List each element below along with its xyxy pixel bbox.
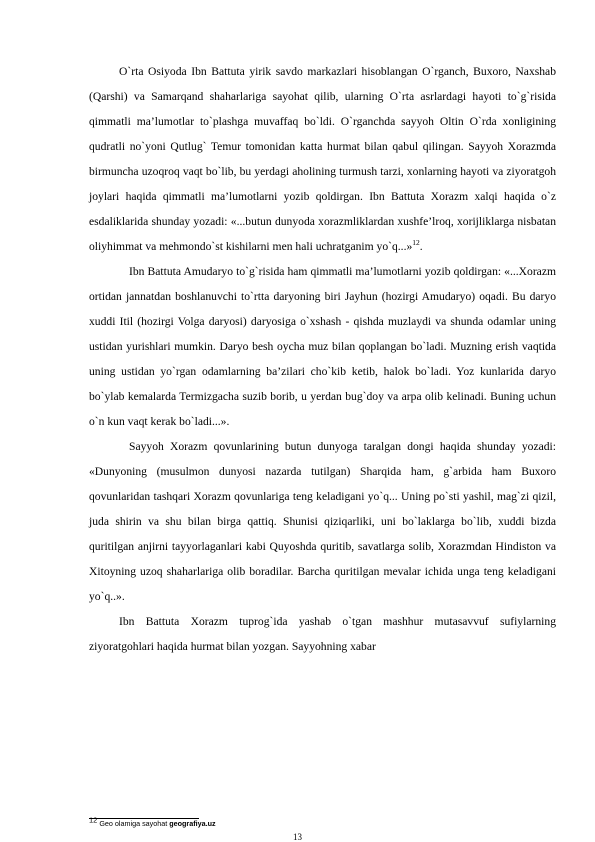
paragraph-3: Sayyoh Xorazm qovunlarining butun dunyoga taralgan dongi haqida shunday yozadi: «Dunyoning (musulmon dunyosi nazarda tutilgan) Sharqida ham, g`arbida ham Buxoro qovunlaridan tashqari Xorazm qovunlariga teng keladigani yo`q... Uning po`sti yashil, mag`zi qizil, juda shirin va shu bilan birga qattiq. Shunisi qiziqarliki, uni bo`laklarga bo`lib, xuddi bizda quritilgan anjirni tayyorlaganlari kabi Quyoshda quritib, savatlarga solib, Xorazmdan Hindiston va Xitoyning uzoq shaharlariga olib boradilar. Barcha quritilgan mevalar ichida unga teng keladigani yo`q..». xyxy=(89,440,556,603)
body-text xyxy=(89,59,556,659)
paragraph-2: Ibn Battuta Amudaryo to`g`risida ham qimmatli ma’lumotlarni yozib qoldirgan: «...Xorazm ortidan jannatdan boshlanuvchi to`rtta daryoning biri Jayhun (hozirgi Amudaryo) oqadi. Bu daryo xuddi Itil (hozirgi Volga daryosi) daryosiga o`xshash - qishda muzlaydi va shunda odamlar uning ustidan yurishlari mumkin. Daryo besh oycha muz bilan qoplangan bo`ladi. Muzning erish vaqtida uning ustidan yo`rgan odamlarning ba’zilari cho`kib ketib, halok bo`ladi. Yoz kunlarida daryo bo`ylab kemalarda Termizgacha suzib borib, u yerdan bug`doy va arpa olib kelinadi. Buning uchun o`n kun vaqt kerak bo`ladi...». xyxy=(89,265,556,428)
paragraph-1 xyxy=(89,59,556,259)
page-number: 13 xyxy=(293,832,302,842)
paragraph-4: Ibn Battuta Xorazm tuprog`ida yashab o`tgan mashhur mutasavvuf sufiylarning ziyoratgohlari haqida hurmat bilan yozgan. Sayyohning xabar xyxy=(89,615,556,653)
footnote-number: 12 xyxy=(89,815,98,825)
paragraph-1-text: O`rta Osiyoda Ibn Battuta yirik savdo markazlari hisoblangan O`rganch, Buxoro, Naxshab (Qarshi) va Samarqand shaharlariga sayohat qilib, ularning O`rta asrlardagi hayoti to`g`risida qimmatli ma’lumotlar to`plashga muvaffaq bo`ldi. O`rganchda sayyoh Oltin O`rda xonligining qudratli no`yoni Qutlug` Temur tomonidan katta hurmat bilan qabul qilingan. Sayyoh Xorazmda birmuncha uzoqroq vaqt bo`lib, bu yerdagi aholining turmush tarzi, xonlarning hayoti va ziyoratgoh joylari haqida qimmatli ma’lumotlarni yozib qoldirgan. Ibn Battuta Xorazm xalqi haqida o`z esdaliklarida shunday yozadi: «...butun dunyoda xorazmliklardan xushfe’lroq, xorijliklarga nisbatan oliyhimmat va mehmondo`st kishilarni men hali uchratganim yo`q...» xyxy=(89,65,556,253)
paragraph-1-tail: . xyxy=(419,240,423,253)
footnote xyxy=(89,815,216,828)
footnote-text: Geo olamiga sayohat xyxy=(97,819,170,828)
footnote-source-link[interactable]: geografiya.uz xyxy=(169,819,216,828)
footnote-reference[interactable]: 12 xyxy=(412,238,420,248)
